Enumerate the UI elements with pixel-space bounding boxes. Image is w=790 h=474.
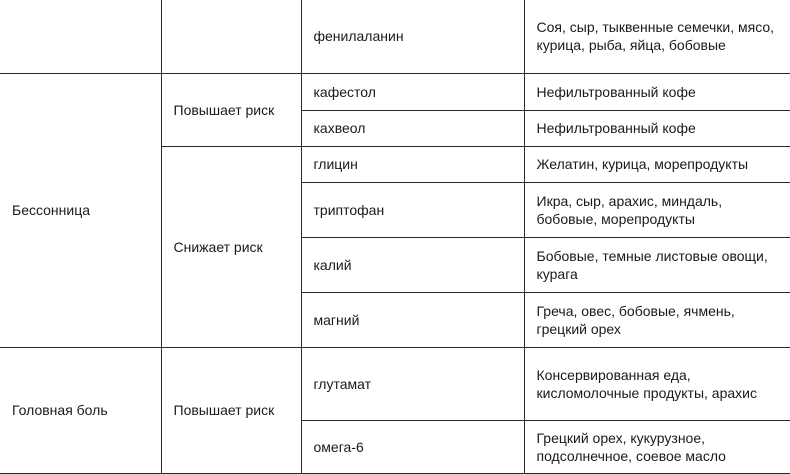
condition-cell: Головная боль bbox=[0, 347, 161, 473]
effect-cell: Повышает риск bbox=[161, 347, 301, 473]
sources-cell: Икра, сыр, арахис, миндаль, бобовые, морепродукты bbox=[524, 182, 790, 237]
sources-cell: Бобовые, темные листовые овощи, курага bbox=[524, 237, 790, 292]
condition-cell: Бессонница bbox=[0, 73, 161, 347]
table-row bbox=[0, 73, 790, 110]
effect-cell: Повышает риск bbox=[161, 73, 301, 146]
substance-cell: магний bbox=[301, 292, 524, 347]
table-row bbox=[0, 347, 790, 420]
substance-cell: кафестол bbox=[301, 73, 524, 110]
sources-cell: Консервированная еда, кисломолочные продукты, арахис bbox=[524, 347, 790, 420]
sources-cell: Соя, сыр, тыквенные семечки, мясо, курица, рыба, яйца, бобовые bbox=[524, 0, 790, 73]
effect-cell bbox=[161, 0, 301, 73]
substance-cell: триптофан bbox=[301, 182, 524, 237]
substance-cell: глицин bbox=[301, 146, 524, 182]
sources-cell: Желатин, курица, морепродукты bbox=[524, 146, 790, 182]
substance-cell: глутамат bbox=[301, 347, 524, 420]
sources-cell: Нефильтрованный кофе bbox=[524, 110, 790, 146]
sources-cell: Нефильтрованный кофе bbox=[524, 73, 790, 110]
sources-cell: Грецкий орех, кукурузное, подсолнечное, соевое масло bbox=[524, 420, 790, 473]
table-row bbox=[0, 0, 790, 73]
condition-cell bbox=[0, 0, 161, 73]
substance-cell: фенилаланин bbox=[301, 0, 524, 73]
sources-cell: Греча, овес, бобовые, ячмень, грецкий орех bbox=[524, 292, 790, 347]
substance-cell: омега-6 bbox=[301, 420, 524, 473]
substance-cell: калий bbox=[301, 237, 524, 292]
substance-cell: кахвеол bbox=[301, 110, 524, 146]
effect-cell: Снижает риск bbox=[161, 146, 301, 347]
